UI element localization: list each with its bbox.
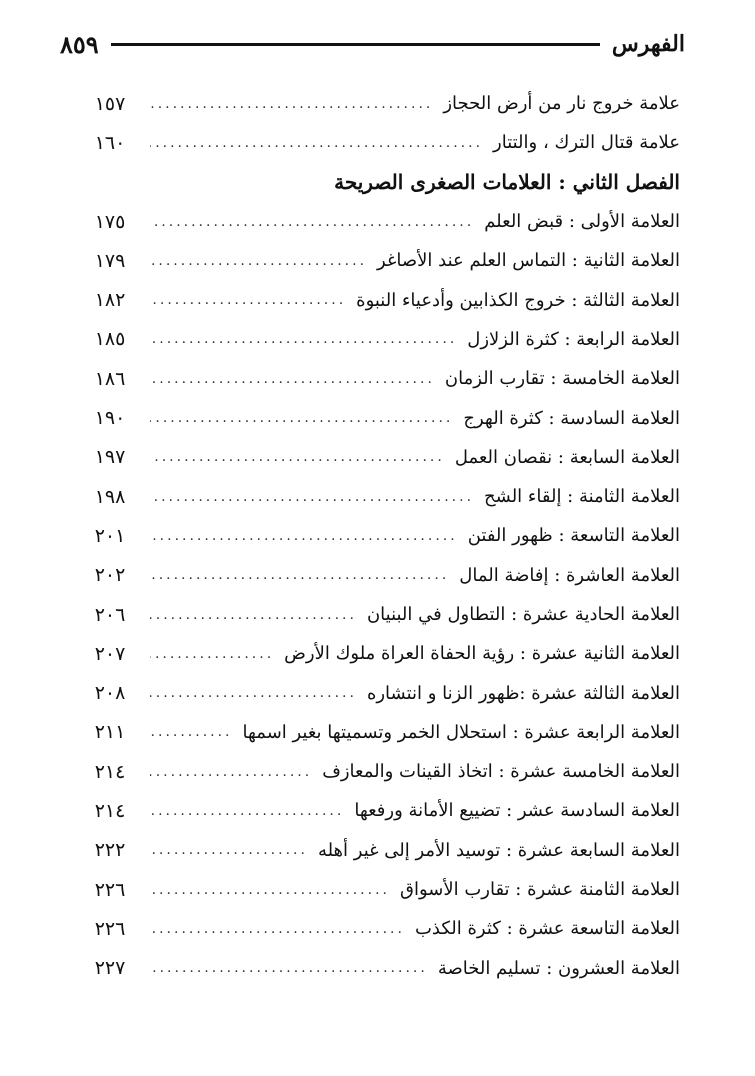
dot-leader (150, 843, 308, 857)
toc-entry (80, 595, 680, 634)
toc-entry-label: العلامة التاسعة عشرة : كثرة الكذب (414, 918, 680, 940)
toc-entry-label: العلامة السادسة : كثرة الهرج (463, 407, 680, 429)
toc-entry-page: ١٨٢ (94, 289, 126, 312)
toc-entry-page: ١٩٨ (94, 485, 126, 508)
header-title: الفهرس (611, 31, 685, 57)
dot-leader (150, 332, 457, 346)
toc-entry-page: ٢٠١ (94, 524, 126, 547)
toc-entry-page: ١٧٩ (94, 249, 126, 272)
toc-entry (80, 516, 680, 555)
toc-entry-page: ٢١٤ (94, 799, 126, 822)
toc-entry (80, 123, 680, 162)
toc-entry-label: العلامة الثالثة : خروج الكذابين وأدعياء النبوة (356, 289, 680, 311)
dot-leader (150, 490, 474, 504)
toc-entry-label: العلامة التاسعة : ظهور الفتن (467, 525, 680, 547)
toc-entry-page: ٢٠٢ (94, 564, 126, 587)
toc-entry-page: ١٨٦ (94, 367, 126, 390)
dot-leader (150, 883, 390, 897)
dot-leader (150, 686, 357, 700)
dot-leader (150, 765, 312, 779)
toc-entry-page: ٢٠٨ (94, 682, 126, 705)
toc-entry (80, 398, 680, 437)
toc-entry-label: علامة قتال الترك ، والتتار (493, 132, 680, 154)
dot-leader (150, 725, 233, 739)
toc-entry-label: العلامة الثانية : التماس العلم عند الأصاغر (377, 250, 680, 272)
toc-entry-page: ١٨٥ (94, 328, 126, 351)
toc-entry-page: ١٩٠ (94, 407, 126, 430)
toc-entry (80, 477, 680, 516)
toc-entry (80, 556, 680, 595)
toc-entry-label: العلامة السابعة : نقصان العمل (454, 446, 680, 468)
toc-entry (80, 241, 680, 280)
toc-entry (80, 791, 680, 830)
toc-entry-page: ١٩٧ (94, 446, 126, 469)
toc-entry-label: العلامة الخامسة عشرة : اتخاذ القينات والمعازف (322, 761, 680, 783)
toc-entry (80, 673, 680, 712)
toc-entry-label: العلامة الأولى : قبض العلم (484, 211, 680, 233)
dot-leader (150, 961, 428, 975)
dot-leader (150, 568, 449, 582)
toc-entry-page: ٢٢٦ (94, 878, 126, 901)
dot-leader (150, 372, 435, 386)
toc-entry-page: ٢١٤ (94, 760, 126, 783)
toc-entry-page: ٢٢٦ (94, 917, 126, 940)
dot-leader (150, 411, 453, 425)
toc-entry-page: ١٥٧ (94, 92, 126, 115)
toc-entry (80, 84, 680, 123)
section-heading (80, 163, 680, 202)
toc-entry-label: العلامة العاشرة : إفاضة المال (459, 564, 680, 586)
toc-entry-label: العلامة الثالثة عشرة :ظهور الزنا و انتشاره (366, 682, 680, 704)
toc-entry-label: العلامة العشرون : تسليم الخاصة (437, 957, 680, 979)
dot-leader (150, 450, 445, 464)
toc-entry-label: العلامة الرابعة عشرة : استحلال الخمر وتسميتها بغير اسمها (242, 721, 680, 743)
toc-entry (80, 202, 680, 241)
toc-entry-label: العلامة الرابعة : كثرة الزلازل (467, 328, 680, 350)
toc-entry-page: ٢٠٧ (94, 642, 126, 665)
toc-entry-label: العلامة الخامسة : تقارب الزمان (444, 368, 680, 390)
dot-leader (150, 136, 483, 150)
dot-leader (150, 97, 433, 111)
dot-leader (150, 647, 274, 661)
toc-entry-page: ٢١١ (94, 721, 126, 744)
dot-leader (150, 608, 357, 622)
toc-entry-page: ٢٢٧ (94, 957, 126, 980)
dot-leader (150, 804, 344, 818)
header-rule (111, 43, 600, 46)
toc-entry-label: العلامة السادسة عشر : تضييع الأمانة ورفعها (354, 800, 680, 822)
toc-entry (80, 634, 680, 673)
dot-leader (150, 922, 405, 936)
toc-entry (80, 949, 680, 988)
toc-entry (80, 870, 680, 909)
toc-entry (80, 320, 680, 359)
toc-entry (80, 752, 680, 791)
toc-entry-label: علامة خروج نار من أرض الحجاز (443, 93, 680, 115)
toc-entry-page: ٢٠٦ (94, 603, 126, 626)
toc-entry (80, 359, 680, 398)
toc-entry-page: ٢٢٢ (94, 839, 126, 862)
dot-leader (150, 254, 367, 268)
toc-entry (80, 438, 680, 477)
toc-entry (80, 280, 680, 319)
toc-entry-label: العلامة الثامنة عشرة : تقارب الأسواق (399, 879, 680, 901)
page-header (60, 24, 685, 64)
toc-entry-label: الفصل الثاني : العلامات الصغرى الصريحة (334, 170, 680, 195)
table-of-contents (80, 84, 680, 988)
toc-entry-label: العلامة الحادية عشرة : التطاول في البنيان (366, 604, 680, 625)
toc-entry-page: ١٦٠ (94, 131, 126, 154)
toc-entry (80, 909, 680, 948)
toc-entry-label: العلامة الثامنة : إلقاء الشح (484, 486, 680, 508)
dot-leader (150, 529, 458, 543)
toc-entry-page: ١٧٥ (94, 210, 126, 233)
dot-leader (150, 293, 346, 307)
toc-entry (80, 831, 680, 870)
toc-entry-label: العلامة السابعة عشرة : توسيد الأمر إلى غير أهله (317, 839, 680, 861)
dot-leader (150, 215, 474, 229)
toc-entry (80, 713, 680, 752)
toc-entry-label: العلامة الثانية عشرة : رؤية الحفاة العراة ملوك الأرض (284, 643, 680, 665)
page-number: ٨٥٩ (60, 29, 99, 59)
